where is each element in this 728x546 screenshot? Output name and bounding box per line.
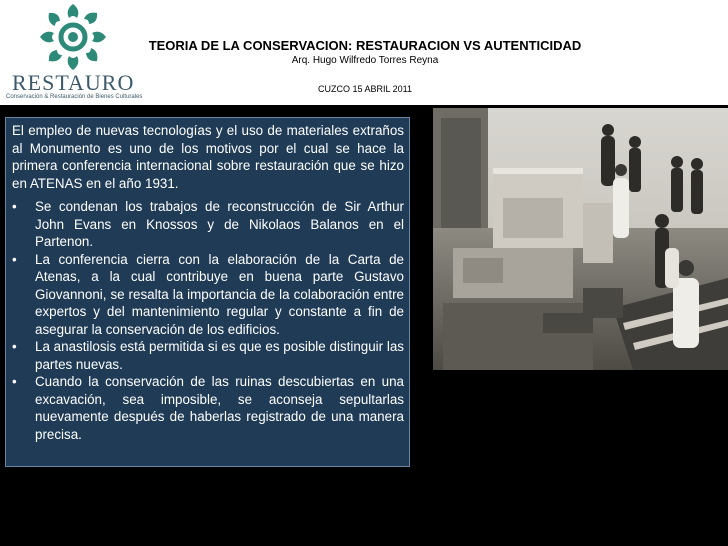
- slide-header: [0, 0, 728, 105]
- restauro-logo: [4, 2, 144, 102]
- list-item: • La conferencia cierra con la elaboración de la Carta de Atenas, a la cual contribuye en buena parte Gustavo Giovannoni, se resalta la importancia de la colaboración entre expertos y del mantenimiento regular y constante a fin de asegurar la conservación de los edificios.: [12, 251, 404, 339]
- bullet-list: [12, 198, 404, 443]
- logo-wordmark: RESTAURO: [12, 70, 135, 95]
- restauro-emblem-icon: [38, 2, 108, 72]
- list-item: • Cuando la conservación de las ruinas descubiertas en una excavación, sea imposible, se aconseja sepultarlas nuevamente después de haberlas registrado de una manera precisa.: [12, 373, 404, 443]
- content-text-box: [5, 117, 410, 467]
- logo-tagline: Conservación & Restauración de Bienes Culturales: [6, 94, 143, 100]
- photo-image: [433, 108, 728, 370]
- intro-paragraph: El empleo de nuevas tecnologías y el uso de materiales extraños al Monumento es uno de los motivos por el cual se hace la primera conferencia internacional sobre restauración que se hizo en ATENAS en el año 1931.: [12, 123, 404, 191]
- historical-excavation-photo: [433, 108, 728, 370]
- list-item: • Se condenan los trabajos de reconstrucción de Sir Arthur John Evans en Knossos y de Nikolaos Balanos en el Partenon.: [12, 198, 404, 251]
- slide-author: Arq. Hugo Wilfredo Torres Reyna: [291, 55, 439, 66]
- list-item: • La anastilosis está permitida si es que es posible distinguir las partes nuevas.: [12, 338, 404, 373]
- slide-place-date: CUZCO 15 ABRIL 2011: [317, 84, 413, 94]
- slide-title: TEORIA DE LA CONSERVACION: RESTAURACION VS AUTENTICIDAD: [148, 38, 582, 53]
